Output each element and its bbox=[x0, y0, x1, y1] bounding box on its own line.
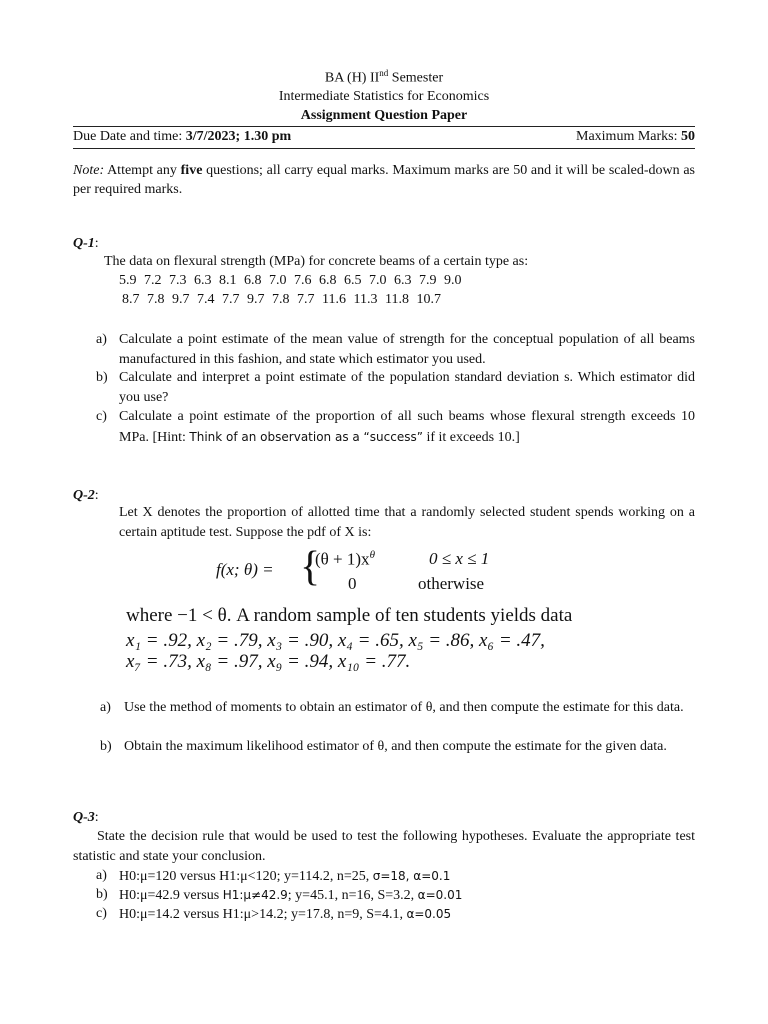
q1-part-b-label: b) bbox=[96, 370, 108, 385]
note-text-a: Attempt any bbox=[104, 163, 181, 178]
q3-part-a-text-a: H0:μ=120 versus H1:μ<120; y=114.2, n=25, bbox=[119, 869, 373, 884]
q3-part-c bbox=[96, 904, 695, 925]
q1-row2-value: 7.7 bbox=[222, 292, 240, 307]
q1-part-c-text bbox=[119, 407, 695, 448]
q1-row2-value: 7.4 bbox=[197, 292, 215, 307]
pdf-case-1-condition: 0 ≤ x ≤ 1 bbox=[429, 549, 490, 568]
q1-heading bbox=[73, 234, 99, 252]
pdf-brace: { bbox=[300, 544, 321, 590]
q3-part-a-sans: σ=18, α=0.1 bbox=[372, 869, 451, 883]
q1-colon: : bbox=[94, 236, 99, 251]
q2-heading bbox=[73, 486, 99, 504]
q1-data-row-1 bbox=[119, 273, 469, 289]
q1-data-row-2 bbox=[122, 292, 448, 308]
q1-part-b bbox=[96, 368, 695, 408]
q1-row1-value: 7.3 bbox=[169, 273, 187, 288]
pdf-lhs bbox=[216, 560, 274, 580]
q2-part-a-label: a) bbox=[100, 700, 111, 715]
q1-row1-value: 7.6 bbox=[294, 273, 312, 288]
q1-part-a bbox=[96, 330, 695, 370]
due-date-value: 3/7/2023; 1.30 pm bbox=[185, 129, 292, 144]
q3-part-c-label: c) bbox=[96, 906, 107, 921]
q3-part-b-text bbox=[119, 885, 695, 906]
q3-intro: State the decision rule that would be used to test the following hypotheses. Evaluate the appropriate test statistic and state your conclusion. bbox=[73, 829, 695, 864]
q3-colon: : bbox=[94, 810, 99, 825]
q1-row2-value: 8.7 bbox=[122, 292, 140, 307]
q3-part-b-sans-2: α=0.01 bbox=[417, 888, 463, 902]
q1-row2-value: 9.7 bbox=[247, 292, 265, 307]
q1-row1-value: 5.9 bbox=[119, 273, 137, 288]
q1-row1-value: 7.0 bbox=[269, 273, 287, 288]
pdf-lhs-text: f(x; θ) = bbox=[216, 560, 274, 579]
course-line bbox=[0, 68, 768, 87]
q1-part-c-hint: Think of an observation as a “success” bbox=[189, 430, 423, 444]
q1-part-c bbox=[96, 407, 695, 448]
q1-row1-value: 6.3 bbox=[194, 273, 212, 288]
header-divider-bottom bbox=[73, 148, 695, 149]
q1-part-c-text-a: Calculate a point estimate of the proportion of all such beams whose flexural strength exceeds 10 MPa. [Hint: bbox=[119, 409, 695, 445]
pdf-case-2-expr: 0 bbox=[348, 574, 357, 593]
q1-row1-value: 6.5 bbox=[344, 273, 362, 288]
q3-part-c-sans: α=0.05 bbox=[406, 907, 452, 921]
q1-part-c-label: c) bbox=[96, 409, 107, 424]
q3-heading bbox=[73, 808, 99, 826]
q2-intro: Let X denotes the proportion of allotted time that a randomly selected student spends working on a certain aptitude test. Suppose the pdf of X is: bbox=[119, 505, 695, 540]
max-marks-label: Maximum Marks: bbox=[576, 129, 681, 144]
q1-part-b-text: Calculate and interpret a point estimate of the population standard deviation s. Which estimator did you use? bbox=[119, 370, 695, 405]
pdf-case-1-exponent: θ bbox=[369, 549, 375, 561]
q2-data-line-2: x₇ = .73, x₈ = .97, x₉ = .94, x₁₀ = .77. bbox=[126, 651, 411, 672]
max-marks-value: 50 bbox=[681, 129, 695, 144]
q1-row2-value: 11.8 bbox=[384, 292, 409, 307]
pdf-case-1-expr bbox=[315, 549, 375, 570]
q1-row2-value: 11.3 bbox=[353, 292, 378, 307]
q3-part-b-text-b: ; y=45.1, n=16, S=3.2, bbox=[287, 888, 418, 903]
q3-label: Q-3 bbox=[73, 810, 95, 825]
q3-part-b-label: b) bbox=[96, 887, 108, 902]
q1-row2-value: 9.7 bbox=[172, 292, 190, 307]
header-divider-top bbox=[73, 126, 695, 127]
q1-row2-value: 7.8 bbox=[272, 292, 290, 307]
q2-label: Q-2 bbox=[73, 488, 95, 503]
course-superscript: nd bbox=[379, 68, 389, 78]
q3-part-c-text bbox=[119, 904, 695, 925]
q1-row1-value: 8.1 bbox=[219, 273, 237, 288]
paper-title: Assignment Question Paper bbox=[300, 108, 468, 123]
q2-data-line-1: x₁ = .92, x₂ = .79, x₃ = .90, x₄ = .65, x₅ = .86, x₆ = .47, bbox=[126, 630, 545, 651]
q1-row1-value: 7.2 bbox=[144, 273, 162, 288]
q2-where-line: where −1 < θ. A random sample of ten students yields data bbox=[126, 605, 573, 626]
note-label: Note: bbox=[73, 163, 105, 178]
pdf-case-2-condition: otherwise bbox=[418, 574, 485, 593]
q1-row2-value: 10.7 bbox=[416, 292, 441, 307]
q2-colon: : bbox=[94, 488, 99, 503]
due-date bbox=[73, 129, 291, 145]
q1-part-a-text: Calculate a point estimate of the mean value of strength for the conceptual population of all beams manufactured in this fashion, and state which estimator you used. bbox=[119, 332, 695, 367]
max-marks bbox=[576, 129, 695, 145]
q2-part-a-text: Use the method of moments to obtain an estimator of θ, and then compute the estimate for this data. bbox=[124, 700, 684, 715]
q1-intro: The data on flexural strength (MPa) for concrete beams of a certain type as: bbox=[104, 254, 529, 269]
course-suffix: Semester bbox=[388, 70, 444, 86]
pdf-case-1-base: (θ + 1)x bbox=[315, 549, 370, 569]
q1-row2-value: 7.7 bbox=[297, 292, 315, 307]
subject-title: Intermediate Statistics for Economics bbox=[278, 89, 490, 104]
q3-part-b bbox=[96, 885, 695, 906]
note-bold: five bbox=[180, 163, 203, 178]
q1-part-a-label: a) bbox=[96, 332, 107, 347]
q2-part-b bbox=[100, 737, 695, 757]
q1-row1-value: 9.0 bbox=[444, 273, 462, 288]
q3-part-b-sans: H1:μ≠42.9 bbox=[222, 888, 288, 902]
q2-part-a bbox=[100, 698, 695, 718]
course-prefix: BA (H) II bbox=[324, 70, 380, 86]
q1-row2-value: 7.8 bbox=[147, 292, 165, 307]
q2-part-b-label: b) bbox=[100, 739, 112, 754]
q3-part-a bbox=[96, 866, 695, 887]
q1-row1-value: 6.3 bbox=[394, 273, 412, 288]
note-text-b: questions; all carry equal marks. Maximum marks are 50 and it will be scaled-down as per required marks. bbox=[73, 163, 695, 197]
q2-part-b-text: Obtain the maximum likelihood estimator of θ, and then compute the estimate for the given data. bbox=[124, 739, 667, 754]
q3-part-c-text-a: H0:μ=14.2 versus H1:μ>14.2; y=17.8, n=9, S=4.1, bbox=[119, 907, 407, 922]
q1-row2-value: 11.6 bbox=[322, 292, 346, 307]
q1-row1-value: 6.8 bbox=[244, 273, 262, 288]
q1-row1-value: 7.9 bbox=[419, 273, 437, 288]
q3-part-a-text bbox=[119, 866, 695, 887]
q1-label: Q-1 bbox=[73, 236, 95, 251]
q1-row1-value: 6.8 bbox=[319, 273, 337, 288]
due-date-label: Due Date and time: bbox=[73, 129, 186, 144]
q1-part-c-text-b: if it exceeds 10.] bbox=[422, 430, 520, 445]
note-paragraph bbox=[73, 161, 695, 199]
q1-row1-value: 7.0 bbox=[369, 273, 387, 288]
q3-part-a-label: a) bbox=[96, 868, 107, 883]
q3-part-b-text-a: H0:μ=42.9 versus bbox=[119, 888, 223, 903]
